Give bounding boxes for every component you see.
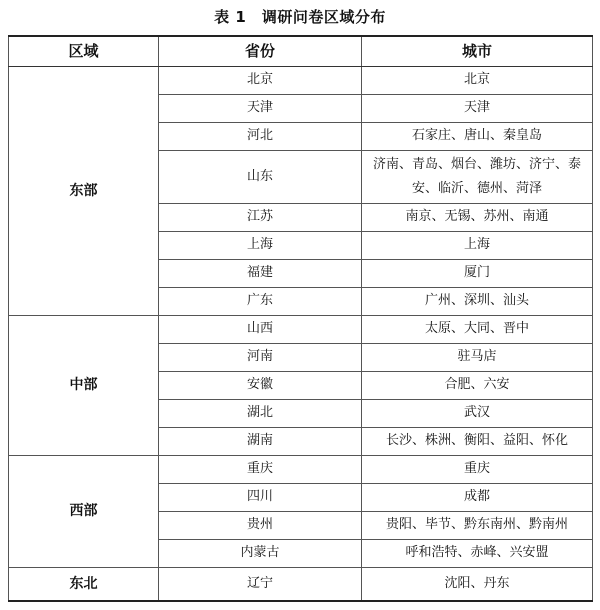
region-group-central [9, 315, 593, 455]
city-cell: 沈阳、丹东 [362, 567, 593, 601]
province-cell: 河北 [159, 122, 362, 150]
province-cell: 河南 [159, 343, 362, 371]
city-cell: 厦门 [362, 259, 593, 287]
header-province: 省份 [159, 36, 362, 66]
province-cell: 北京 [159, 66, 362, 94]
city-cell: 合肥、六安 [362, 371, 593, 399]
city-cell: 成都 [362, 483, 593, 511]
table-row [9, 567, 593, 601]
city-cell: 长沙、株洲、衡阳、益阳、怀化 [362, 427, 593, 455]
province-cell: 上海 [159, 231, 362, 259]
city-cell: 重庆 [362, 455, 593, 483]
city-cell: 上海 [362, 231, 593, 259]
province-cell: 江苏 [159, 203, 362, 231]
city-cell: 驻马店 [362, 343, 593, 371]
table-header [9, 36, 593, 66]
province-cell: 辽宁 [159, 567, 362, 601]
city-cell: 贵阳、毕节、黔东南州、黔南州 [362, 511, 593, 539]
region-distribution-table [8, 35, 593, 602]
province-cell: 重庆 [159, 455, 362, 483]
province-cell: 湖北 [159, 399, 362, 427]
city-cell: 石家庄、唐山、秦皇岛 [362, 122, 593, 150]
header-city: 城市 [362, 36, 593, 66]
table-row [9, 455, 593, 483]
table-row [9, 66, 593, 94]
city-cell: 广州、深圳、汕头 [362, 287, 593, 315]
header-row [9, 36, 593, 66]
header-region: 区域 [9, 36, 159, 66]
province-cell: 湖南 [159, 427, 362, 455]
region-cell: 中部 [9, 315, 159, 455]
province-cell: 天津 [159, 94, 362, 122]
region-group-west [9, 455, 593, 567]
city-cell: 武汉 [362, 399, 593, 427]
city-cell: 北京 [362, 66, 593, 94]
province-cell: 内蒙古 [159, 539, 362, 567]
city-cell: 天津 [362, 94, 593, 122]
region-group-east [9, 66, 593, 315]
province-cell: 山东 [159, 150, 362, 203]
table-caption: 表 1 调研问卷区域分布 [214, 8, 386, 26]
city-cell: 太原、大同、晋中 [362, 315, 593, 343]
city-cell: 南京、无锡、苏州、南通 [362, 203, 593, 231]
city-cell: 济南、青岛、烟台、潍坊、济宁、泰安、临沂、德州、菏泽 [362, 150, 593, 203]
region-cell: 西部 [9, 455, 159, 567]
city-cell: 呼和浩特、赤峰、兴安盟 [362, 539, 593, 567]
province-cell: 安徽 [159, 371, 362, 399]
table-row [9, 315, 593, 343]
region-group-northeast [9, 567, 593, 601]
province-cell: 山西 [159, 315, 362, 343]
province-cell: 广东 [159, 287, 362, 315]
region-cell: 东部 [9, 66, 159, 315]
province-cell: 贵州 [159, 511, 362, 539]
region-cell: 东北 [9, 567, 159, 601]
province-cell: 四川 [159, 483, 362, 511]
province-cell: 福建 [159, 259, 362, 287]
